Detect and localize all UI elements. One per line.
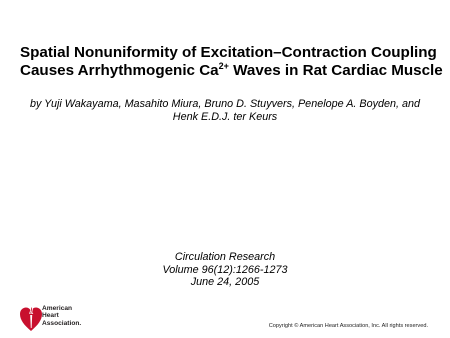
calcium-charge-superscript: 2+ xyxy=(218,61,229,71)
journal-name: Circulation Research xyxy=(174,251,276,263)
heart-torch-icon xyxy=(20,303,42,333)
journal-volume: Volume 96(12):1266-1273 xyxy=(162,263,288,276)
authors-line-2: Henk E.D.J. ter Keurs xyxy=(172,111,278,123)
logo-wordmark xyxy=(42,305,81,327)
journal-date: June 24, 2005 xyxy=(190,276,260,288)
logo-word-association: Association. xyxy=(42,319,82,327)
authors-line-1: by Yuji Wakayama, Masahito Miura, Bruno D. Stuyvers, Penelope A. Boyden, and xyxy=(29,98,421,110)
title-line-2-start: Causes Arrhythmogenic Ca xyxy=(20,62,219,79)
logo-word-heart: Heart xyxy=(42,312,59,320)
title-line-2-end: Waves in Rat Cardiac Muscle xyxy=(228,62,443,79)
title-line-2 xyxy=(20,61,443,80)
slide-title xyxy=(20,44,443,80)
author-list xyxy=(20,98,430,124)
logo-word-american: American xyxy=(42,305,73,312)
american-heart-association-logo xyxy=(20,303,90,333)
journal-citation xyxy=(100,251,350,289)
copyright-notice: Copyright © American Heart Association, Inc. All rights reserved. xyxy=(268,323,428,329)
title-line-1: Spatial Nonuniformity of Excitation–Contraction Coupling xyxy=(20,44,437,61)
